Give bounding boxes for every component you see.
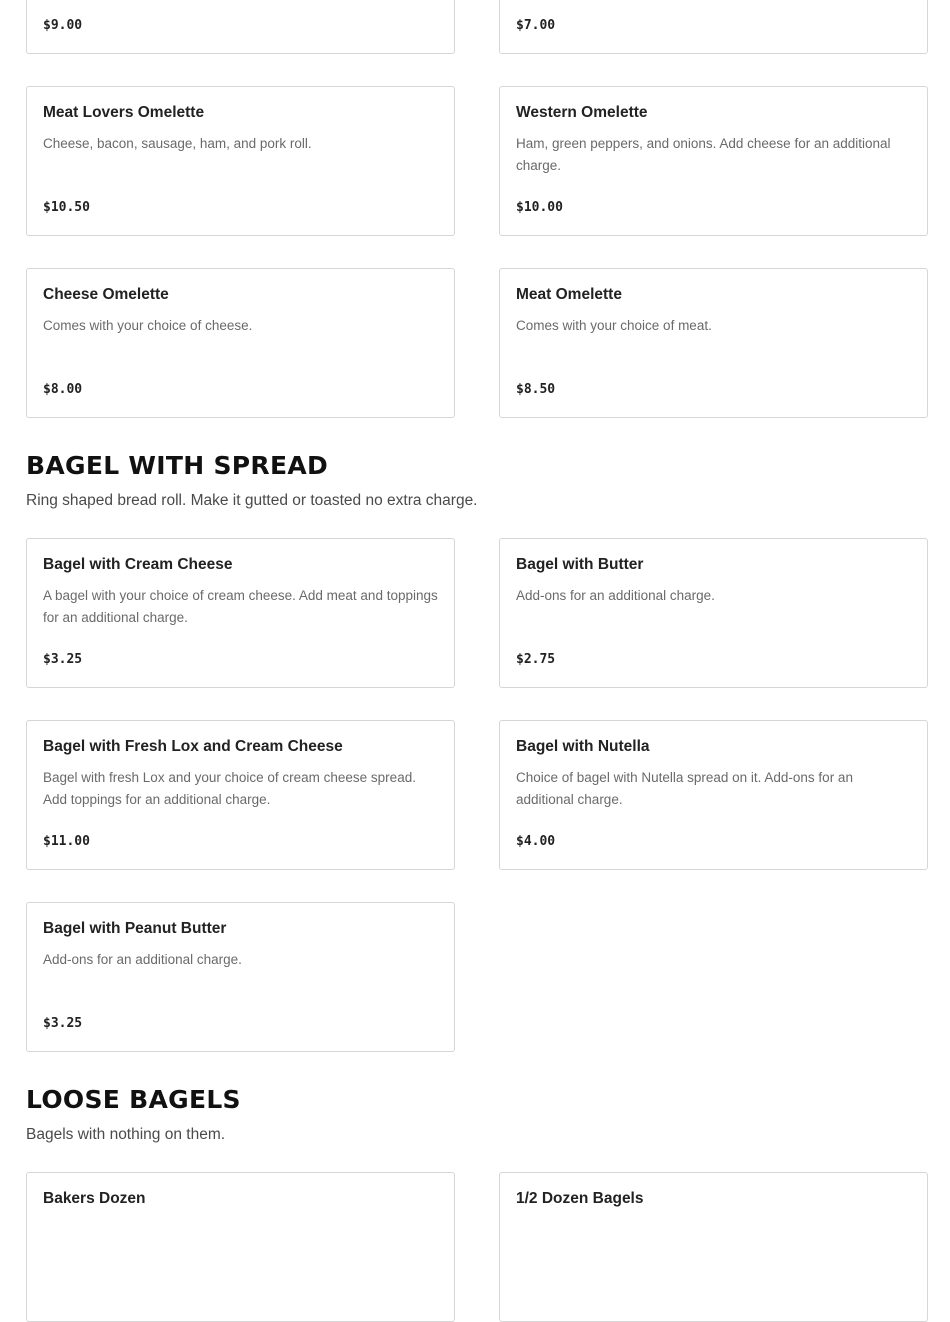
menu-item-card[interactable] [499, 0, 928, 54]
menu-item-card[interactable] [499, 1172, 928, 1322]
section-description: Ring shaped bread roll. Make it gutted or toasted no extra charge. [26, 492, 478, 509]
item-price: $8.00 [43, 382, 83, 397]
item-price: $7.00 [516, 18, 556, 33]
item-description: Bagel with fresh Lox and your choice of cream cheese spread. Add toppings for an additional charge. [43, 770, 416, 807]
item-description: Add-ons for an additional charge. [43, 952, 242, 967]
section-title: BAGEL WITH SPREAD [26, 451, 329, 480]
menu-item-card[interactable] [499, 268, 928, 418]
item-name: Cheese Omelette [43, 286, 169, 303]
item-description: Comes with your choice of meat. [516, 318, 712, 333]
item-name: Western Omelette [516, 104, 648, 121]
item-description: Add-ons for an additional charge. [516, 588, 715, 603]
menu-item-card[interactable] [26, 720, 455, 870]
item-price: $2.75 [516, 652, 556, 667]
item-name: Bagel with Cream Cheese [43, 556, 233, 573]
section-title: LOOSE BAGELS [26, 1085, 241, 1114]
item-name: Meat Lovers Omelette [43, 104, 205, 121]
menu-item-card[interactable] [499, 86, 928, 236]
item-name: Bagel with Fresh Lox and Cream Cheese [43, 738, 343, 755]
item-description: A bagel with your choice of cream cheese. Add meat and toppings for an additional charge. [43, 588, 438, 625]
item-price: $10.00 [516, 200, 563, 215]
menu-item-card[interactable] [499, 720, 928, 870]
item-price: $9.00 [43, 18, 83, 33]
item-description: Choice of bagel with Nutella spread on it. Add-ons for an additional charge. [516, 770, 853, 807]
menu-item-card[interactable] [26, 268, 455, 418]
item-description: Cheese, bacon, sausage, ham, and pork roll. [43, 136, 312, 151]
item-price: $11.00 [43, 834, 90, 849]
item-name: Bagel with Nutella [516, 738, 650, 755]
section-description: Bagels with nothing on them. [26, 1126, 226, 1143]
item-description: Comes with your choice of cheese. [43, 318, 253, 333]
item-name: Bakers Dozen [43, 1190, 146, 1207]
menu-item-card[interactable] [499, 538, 928, 688]
item-price: $3.25 [43, 1016, 83, 1031]
item-name: 1/2 Dozen Bagels [516, 1190, 644, 1207]
menu-item-card[interactable] [26, 1172, 455, 1322]
item-name: Bagel with Peanut Butter [43, 920, 227, 937]
item-price: $10.50 [43, 200, 90, 215]
item-name: Bagel with Butter [516, 556, 644, 573]
item-description: Ham, green peppers, and onions. Add cheese for an additional charge. [516, 136, 891, 173]
menu-item-card[interactable] [26, 902, 455, 1052]
item-price: $8.50 [516, 382, 556, 397]
item-price: $3.25 [43, 652, 83, 667]
item-name: Meat Omelette [516, 286, 622, 303]
item-price: $4.00 [516, 834, 556, 849]
menu-item-card[interactable] [26, 538, 455, 688]
menu-item-card[interactable] [26, 86, 455, 236]
menu-item-card[interactable] [26, 0, 455, 54]
